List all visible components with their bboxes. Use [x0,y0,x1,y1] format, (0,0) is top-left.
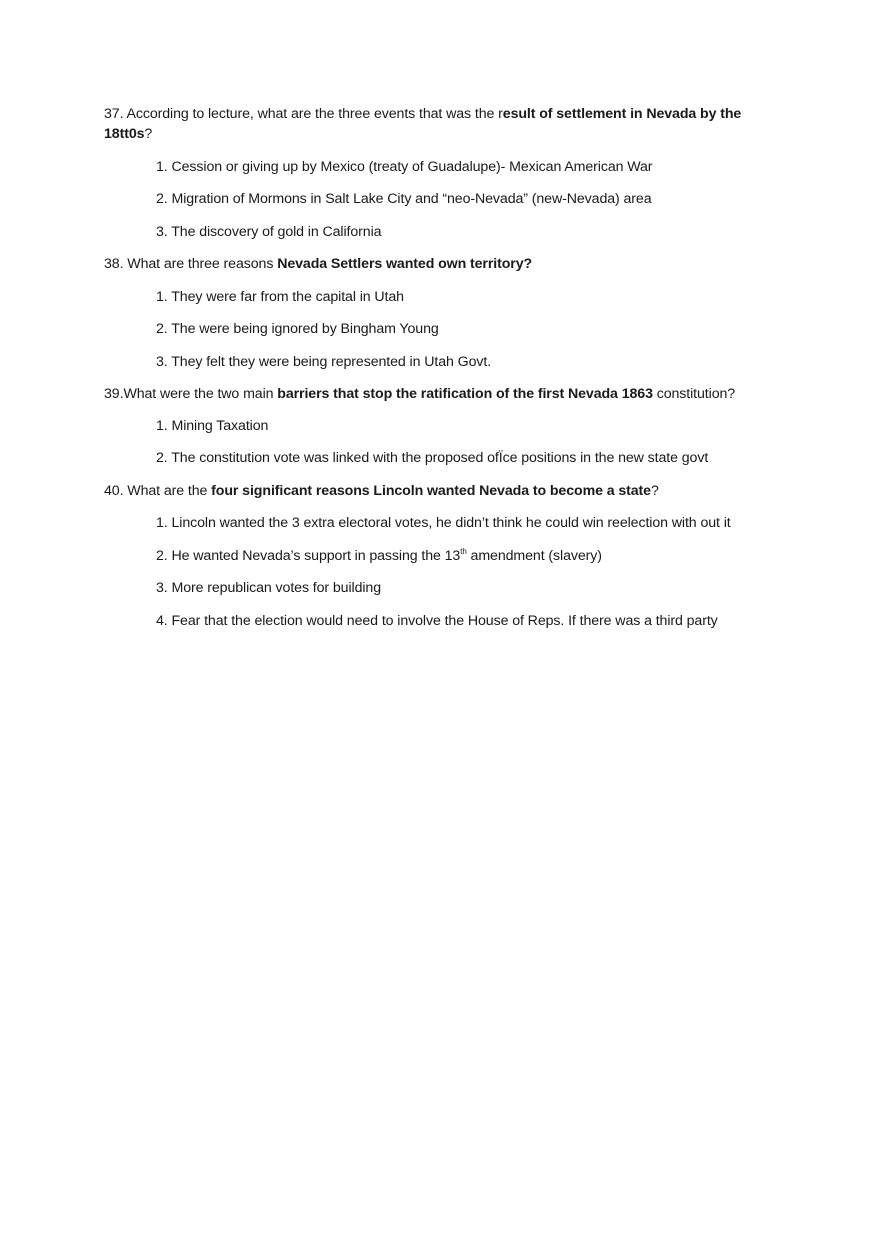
question-number: 39. [104,386,124,402]
question-number: 38. [104,256,124,272]
answer-40-1: 1. Lincoln wanted the 3 extra electoral votes, he didn’t think he could win reelection with out it [156,515,731,531]
answer-38-2: 2. The were being ignored by Bingham Young [156,321,439,337]
question-emphasis: four significant reasons Lincoln wanted Nevada to become a state [211,483,651,499]
answer-39-1: 1. Mining Taxation [156,418,269,434]
answer-40-3: 3. More republican votes for building [156,580,382,596]
question-number: 40. [104,483,124,499]
answer-37-1: 1. Cession or giving up by Mexico (treaty of Guadalupe)- Mexican American War [156,159,653,175]
question-39 [104,384,735,404]
answer-37-3: 3. The discovery of gold in California [156,224,382,240]
question-text-end: ? [650,483,659,499]
answer-39-2: 2. The constitution vote was linked with the proposed ofÏce positions in the new state govt [156,450,709,466]
answer-text-end: amendment (slavery) [466,548,602,564]
answer-text: 2. He wanted Nevada’s support in passing the 13 [156,548,461,564]
answer-38-3: 3. They felt they were being represented in Utah Govt. [156,354,492,370]
question-38 [104,254,532,274]
question-text: What are three reasons [123,256,278,272]
question-37 [104,104,774,144]
question-text: What are the [123,483,212,499]
question-text: According to lecture, what are the three events that was the r [123,106,503,122]
answer-40-2 [156,546,602,566]
ordinal-suffix: th [460,547,467,556]
question-text: What were the two main [123,386,278,402]
question-text-end: ? [144,126,153,142]
question-number: 37. [104,106,124,122]
answer-40-4: 4. Fear that the election would need to involve the House of Reps. If there was a third party [156,613,718,629]
question-emphasis: barriers that stop the ratification of the first Nevada 1863 [277,386,653,402]
answer-38-1: 1. They were far from the capital in Utah [156,289,404,305]
answer-37-2: 2. Migration of Mormons in Salt Lake City and “neo-Nevada” (new-Nevada) area [156,191,652,207]
question-emphasis: Nevada Settlers wanted own territory? [277,256,533,272]
question-emphasis: esult of settlement in Nevada by the 18tt0s [104,106,742,142]
question-text-end: constitution? [652,386,736,402]
question-40 [104,481,659,501]
